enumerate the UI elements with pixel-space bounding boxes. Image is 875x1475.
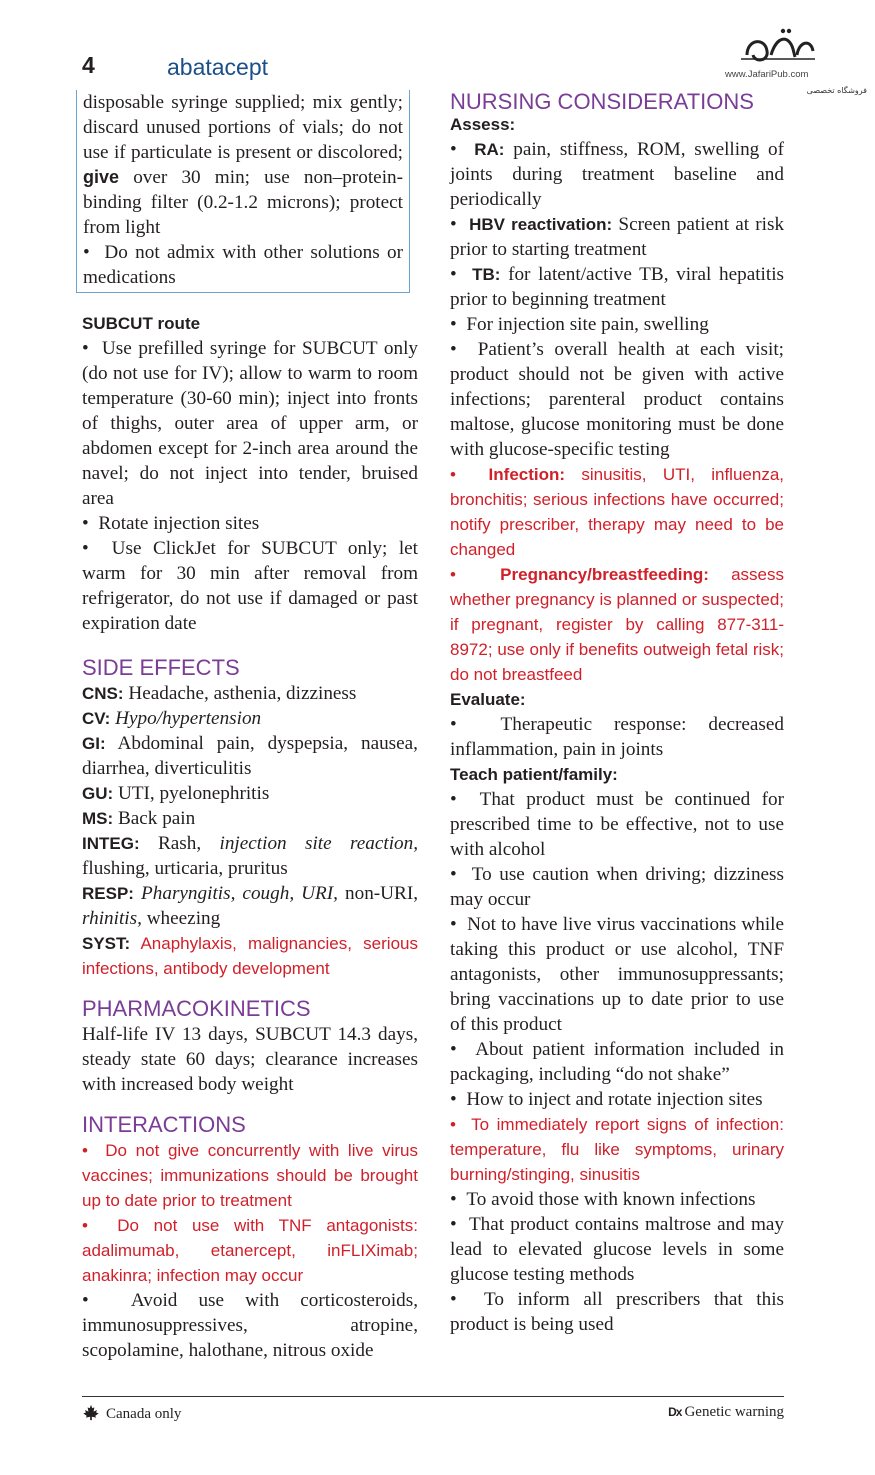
list-item: • To use caution when driving; dizziness may occur	[450, 862, 784, 912]
footer-canada: Canada only	[82, 1404, 181, 1423]
pharmacokinetics-text: Half-life IV 13 days, SUBCUT 14.3 days, steady state 60 days; clearance increases with increased body weight	[82, 1024, 418, 1095]
side-effect-gu: GU: UTI, pyelonephritis	[82, 783, 270, 804]
list-item: • For injection site pain, swelling	[450, 312, 784, 337]
list-item: • Pregnancy/breastfeeding: assess whether pregnancy is planned or suspected; if pregnant, register by calling 877-311-8972; use only if benefits outweigh fetal risk; do not breastfeed	[450, 562, 784, 687]
list-item: • Do not give concurrently with live virus vaccines; immunizations should be brought up to date prior to treatment	[82, 1138, 418, 1213]
footer-genetic-warning: Dx Genetic warning	[668, 1404, 784, 1420]
list-item: • Avoid use with corticosteroids, immunosuppressives, atropine, scopolamine, halothane, nitrous oxide	[82, 1288, 418, 1363]
list-item: • Do not admix with other solutions or medications	[83, 240, 403, 290]
side-effect-integ: INTEG: Rash, injection site reaction, flushing, urticaria, pruritus	[82, 833, 419, 879]
section-heading: PHARMACOKINETICS	[82, 996, 311, 1021]
list-item: • About patient information included in packaging, including “do not shake”	[450, 1037, 784, 1087]
list-item: • That product contains maltrose and may lead to elevated glucose levels in some glucose testing methods	[450, 1212, 784, 1287]
assess-heading: Assess:	[450, 115, 516, 134]
list-item: • Use ClickJet for SUBCUT only; let warm for 30 min after removal from refrigerator, do not use if damaged or past expiration date	[82, 536, 418, 636]
logo-url: www.JafariPub.com	[725, 69, 809, 80]
list-item: • Do not use with TNF antagonists: adalimumab, etanercept, inFLIXimab; anakinra; infection may occur	[82, 1213, 418, 1288]
iv-text: disposable syringe supplied; mix gently; discard unused portions of vials; do not use if particulate is present or discolored; give over 30 min; use non–protein-binding filter (0.2-1.2 microns); protect from light	[83, 92, 404, 238]
side-effect-ms: MS: Back pain	[82, 808, 196, 829]
list-item: • Infection: sinusitis, UTI, influenza, bronchitis; serious infections have occurred; notify prescriber, therapy may need to be changed	[450, 462, 784, 562]
dna-icon: Dx	[668, 1405, 682, 1419]
subcut-heading: SUBCUT route	[82, 314, 201, 333]
teach-heading: Teach patient/family:	[450, 765, 618, 784]
list-item: • Use prefilled syringe for SUBCUT only (do not use for IV); allow to warm to room temperature (30-60 min); inject into fronts of thighs, outer area of upper arm, or abdomen except for 2-inch area around the navel; do not inject into tender, bruised area	[82, 336, 418, 511]
list-item: • Therapeutic response: decreased inflammation, pain in joints	[450, 712, 784, 762]
right-column	[450, 88, 784, 1337]
evaluate-heading: Evaluate:	[450, 690, 526, 709]
left-column	[82, 90, 418, 1363]
side-effect-syst: SYST: Anaphylaxis, malignancies, serious infections, antibody development	[82, 934, 418, 978]
maple-leaf-icon	[82, 1404, 100, 1421]
list-item: • Not to have live virus vaccinations while taking this product or use alcohol, TNF antagonists, other immunosuppressants; bring vaccinations up to date prior to use of this product	[450, 912, 784, 1037]
list-item: • That product must be continued for prescribed time to be effective, not to use with alcohol	[450, 787, 784, 862]
list-item: • HBV reactivation: Screen patient at risk prior to starting treatment	[450, 212, 784, 262]
list-item: • How to inject and rotate injection sites	[450, 1087, 784, 1112]
logo-subtitle: فروشگاه تخصصی	[806, 86, 867, 95]
iv-continuation-box	[76, 90, 410, 293]
list-item: • To avoid those with known infections	[450, 1187, 784, 1212]
section-heading: SIDE EFFECTS	[82, 655, 240, 680]
footer-divider	[82, 1396, 784, 1397]
page-number: 4	[82, 52, 95, 78]
side-effect-cv: CV: Hypo/hypertension	[82, 708, 262, 729]
side-effect-resp: RESP: Pharyngitis, cough, URI, non-URI, rhinitis, wheezing	[82, 883, 419, 929]
publisher-logo	[725, 25, 830, 95]
list-item: • To inform all prescribers that this product is being used	[450, 1287, 784, 1337]
section-heading: NURSING CONSIDERATIONS	[450, 89, 754, 114]
logo-glyph-icon	[737, 25, 817, 69]
side-effect-gi: GI: Abdominal pain, dyspepsia, nausea, diarrhea, diverticulitis	[82, 733, 418, 779]
side-effect-cns: CNS: Headache, asthenia, dizziness	[82, 683, 357, 704]
list-item: • TB: for latent/active TB, viral hepatitis prior to beginning treatment	[450, 262, 784, 312]
list-item: • Rotate injection sites	[82, 511, 418, 536]
page-title: abatacept	[167, 54, 269, 80]
section-heading: INTERACTIONS	[82, 1112, 246, 1137]
list-item: • RA: pain, stiffness, ROM, swelling of joints during treatment baseline and periodically	[450, 137, 784, 212]
list-item: • Patient’s overall health at each visit; product should not be given with active infections; parenteral product contains maltose, glucose monitoring must be done with glucose-specific testing	[450, 337, 784, 462]
list-item: • To immediately report signs of infection: temperature, flu like symptoms, urinary burning/stinging, sinusitis	[450, 1112, 784, 1187]
give-label: give	[83, 167, 120, 187]
